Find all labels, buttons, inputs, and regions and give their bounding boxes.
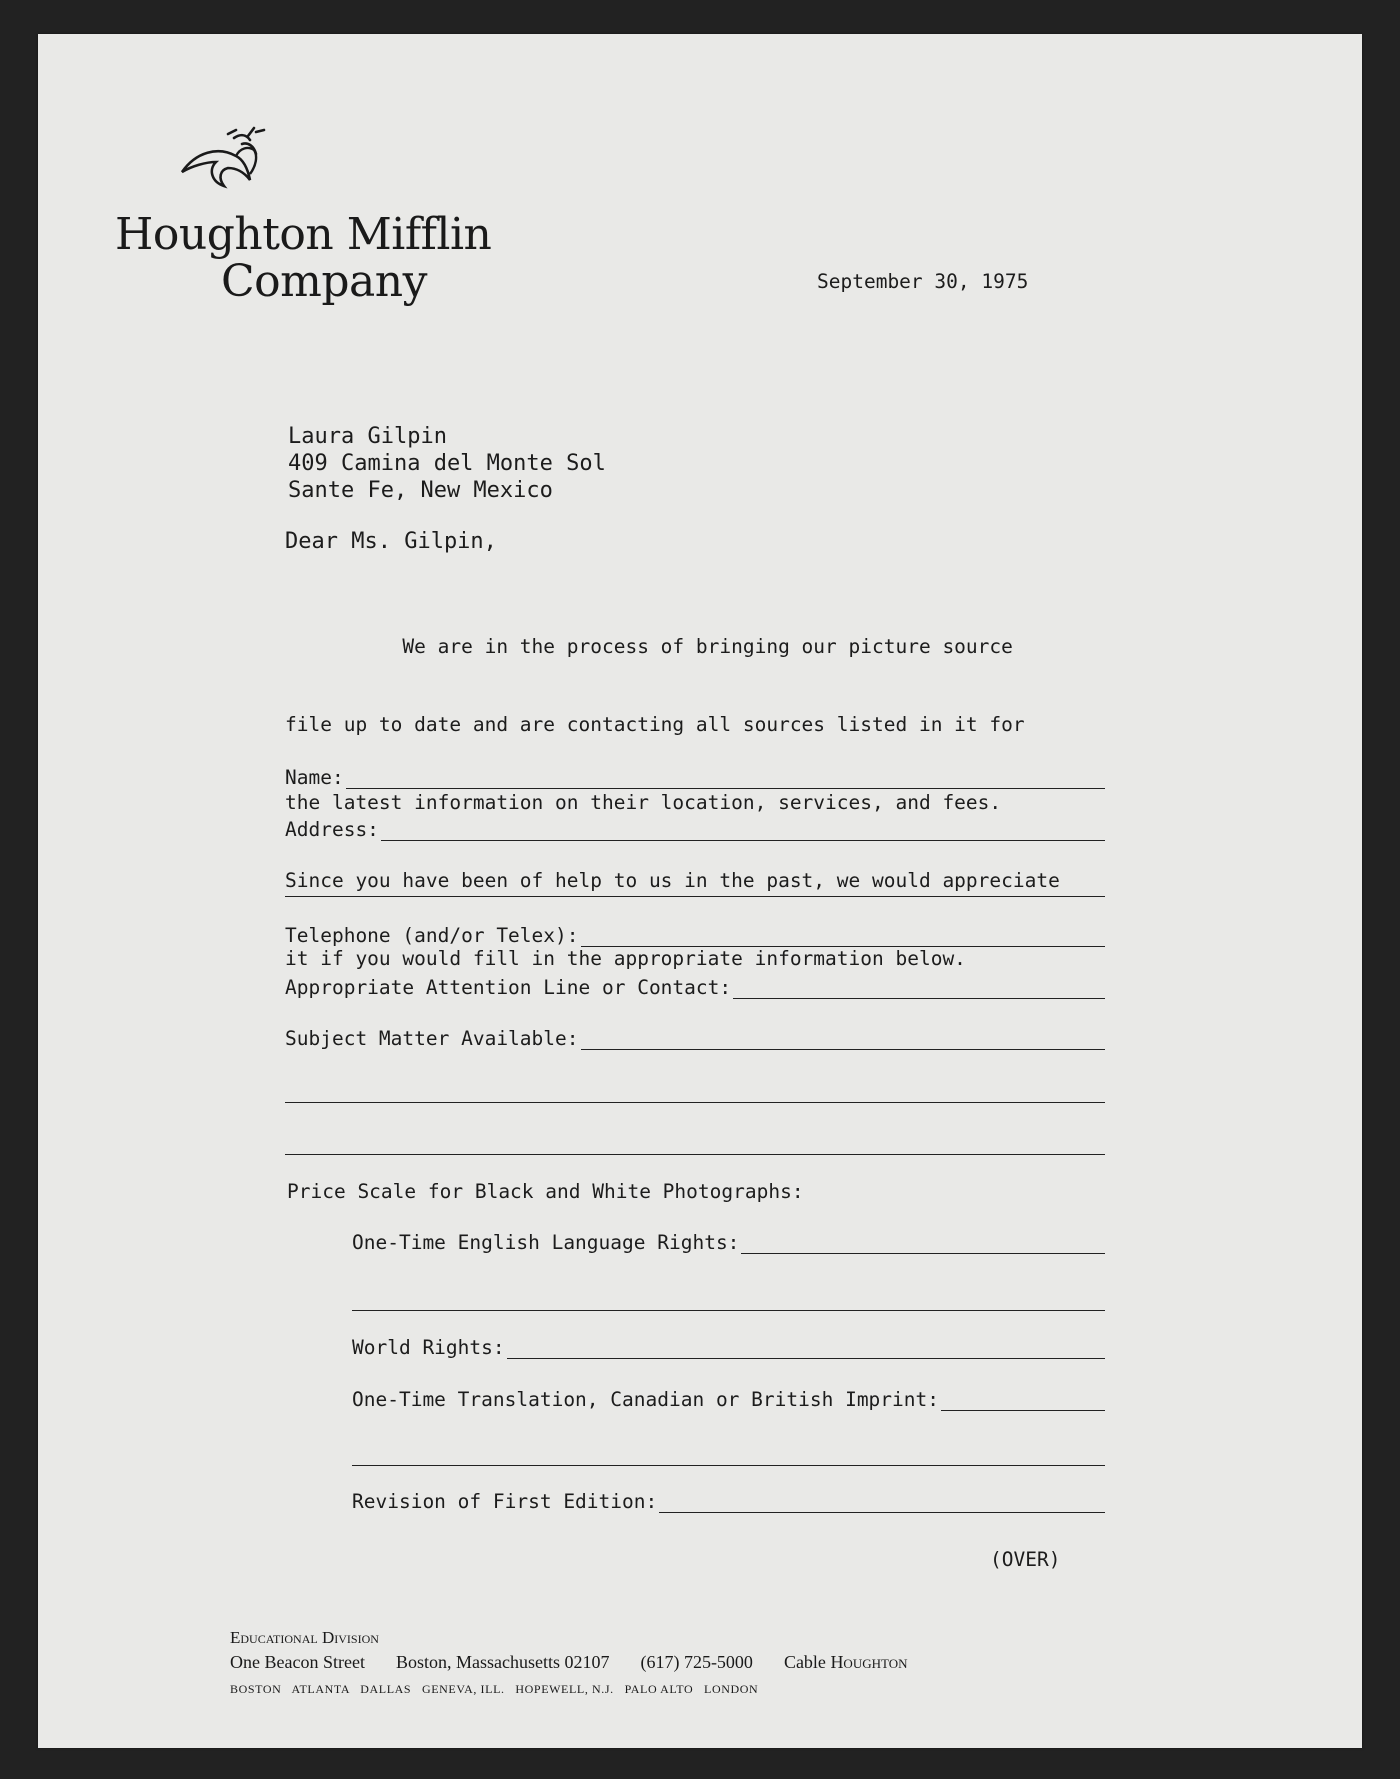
price-scale-heading: Price Scale for Black and White Photographs: bbox=[287, 1180, 804, 1203]
subject-blank-line3[interactable] bbox=[285, 1154, 1105, 1155]
world-rights-field[interactable] bbox=[352, 1336, 1105, 1359]
translation-blank-line2[interactable] bbox=[352, 1465, 1105, 1466]
company-name-line1: Houghton Mifflin bbox=[115, 209, 492, 260]
body-line: We are in the process of bringing our picture source bbox=[285, 635, 1013, 658]
footer-cable-name: Houghton bbox=[830, 1652, 908, 1672]
footer-address-line bbox=[230, 1652, 907, 1673]
name-label: Name: bbox=[285, 766, 344, 789]
translation-blank[interactable] bbox=[941, 1390, 1105, 1411]
name-blank[interactable] bbox=[346, 768, 1105, 789]
subject-blank-line2[interactable] bbox=[285, 1102, 1105, 1103]
translation-label: One-Time Translation, Canadian or British Imprint: bbox=[352, 1388, 939, 1411]
body-paragraph bbox=[285, 582, 1060, 1024]
footer-phone: (617) 725-5000 bbox=[640, 1652, 753, 1672]
subject-blank[interactable] bbox=[581, 1029, 1106, 1050]
one-time-english-label: One-Time English Language Rights: bbox=[352, 1231, 740, 1254]
footer-offices: BOSTON ATLANTA DALLAS GENEVA, ILL. HOPEWELL, N.J. PALO ALTO LONDON bbox=[230, 1682, 759, 1696]
subject-field[interactable] bbox=[285, 1027, 1105, 1050]
telephone-label: Telephone (and/or Telex): bbox=[285, 924, 579, 947]
telephone-blank[interactable] bbox=[581, 926, 1106, 947]
footer-division: Educational Division bbox=[230, 1628, 379, 1647]
contact-label: Appropriate Attention Line or Contact: bbox=[285, 976, 732, 999]
salutation: Dear Ms. Gilpin, bbox=[285, 529, 497, 554]
letter-page bbox=[38, 34, 1362, 1748]
address-label: Address: bbox=[285, 818, 379, 841]
letter-date: September 30, 1975 bbox=[817, 270, 1029, 293]
over-note: (OVER) bbox=[990, 1548, 1061, 1571]
telephone-field[interactable] bbox=[285, 924, 1105, 947]
footer-street: One Beacon Street bbox=[230, 1652, 365, 1672]
revision-label: Revision of First Edition: bbox=[352, 1490, 658, 1513]
one-time-english-blank[interactable] bbox=[741, 1233, 1105, 1254]
contact-blank[interactable] bbox=[733, 978, 1105, 999]
footer-cable-prefix: Cable bbox=[783, 1652, 826, 1672]
body-line: Since you have been of help to us in the past, we would appreciate bbox=[285, 869, 1060, 892]
body-line: file up to date and are contacting all sources listed in it for bbox=[285, 713, 1025, 736]
recipient-name: Laura Gilpin bbox=[288, 424, 447, 449]
footer-city: Boston, Massachusetts 02107 bbox=[395, 1652, 610, 1672]
revision-field[interactable] bbox=[352, 1490, 1105, 1513]
address-blank[interactable] bbox=[381, 820, 1105, 841]
address-field[interactable] bbox=[285, 818, 1105, 841]
recipient-city: Sante Fe, New Mexico bbox=[288, 478, 553, 503]
subject-label: Subject Matter Available: bbox=[285, 1027, 579, 1050]
one-time-english-blank-line2[interactable] bbox=[352, 1310, 1105, 1311]
company-name-line2: Company bbox=[221, 256, 427, 307]
revision-blank[interactable] bbox=[659, 1492, 1105, 1513]
body-line: it if you would fill in the appropriate information below. bbox=[285, 947, 966, 970]
contact-field[interactable] bbox=[285, 976, 1105, 999]
world-rights-label: World Rights: bbox=[352, 1336, 505, 1359]
translation-field[interactable] bbox=[352, 1388, 1105, 1411]
world-rights-blank[interactable] bbox=[507, 1338, 1105, 1359]
one-time-english-field[interactable] bbox=[352, 1231, 1105, 1254]
address-blank-line2[interactable] bbox=[285, 896, 1105, 897]
name-field[interactable] bbox=[285, 766, 1105, 789]
dolphin-logo-icon bbox=[178, 126, 274, 198]
body-line: the latest information on their location, services, and fees. bbox=[285, 791, 1002, 814]
recipient-street: 409 Camina del Monte Sol bbox=[288, 451, 606, 476]
